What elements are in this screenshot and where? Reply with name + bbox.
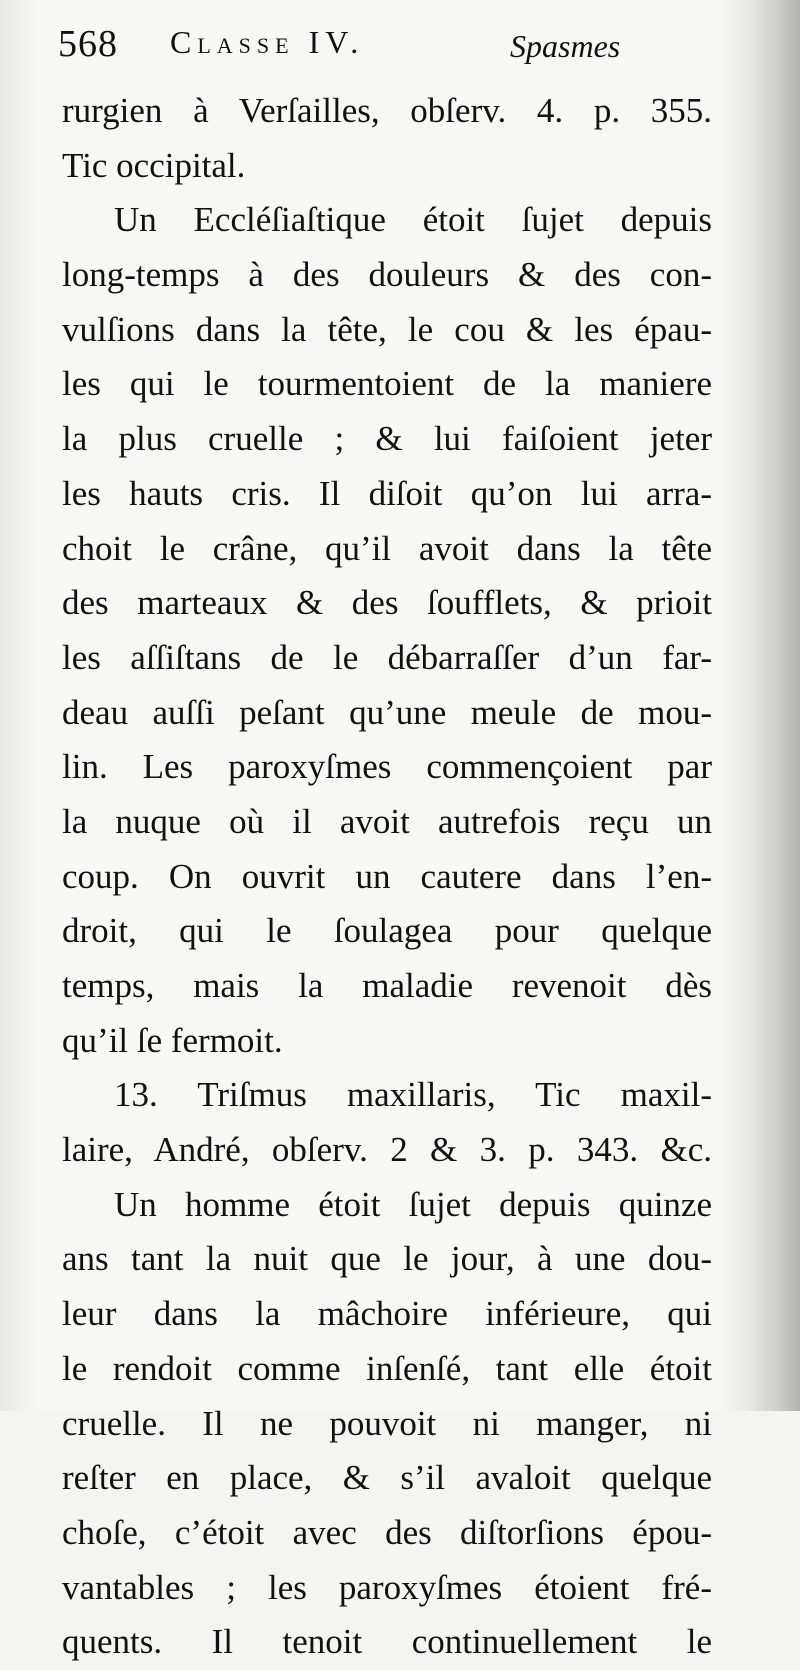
text-line: ans tant la nuit que le jour, à une dou- (62, 1239, 712, 1279)
text-line: temps, mais la maladie revenoit dès (62, 966, 712, 1005)
text-line: le rendoit comme inſenſé, tant elle étoit (62, 1348, 712, 1388)
text-line: coup. On ouvrit un cautere dans l’en- (62, 856, 712, 896)
text-line: Tic occipital. (62, 145, 246, 185)
binding-shadow (745, 0, 800, 1411)
text-line: la nuque où il avoit autrefois reçu un (62, 801, 712, 841)
running-title: Classe IV. (170, 24, 365, 60)
text-line: lin. Les paroxyſmes commençoient par (62, 747, 712, 787)
text-line: leur dans la mâchoire inférieure, qui (62, 1294, 712, 1334)
text-line: qu’il ſe fermoit. (62, 1020, 283, 1060)
text-line: rurgien à Verſailles, obſerv. 4. p. 355. (62, 91, 712, 130)
text-line: la plus cruelle ; & lui faiſoient jeter (62, 419, 712, 459)
text-line: vulſions dans la tête, le cou & les épau- (62, 309, 712, 349)
text-line: choſe, c’étoit avec des diſtorſions épou- (62, 1512, 712, 1552)
text-line: long-temps à des douleurs & des con- (62, 255, 712, 295)
text-line: reſter en place, & s’il avaloit quelque (62, 1458, 712, 1498)
text-line: deau auſſi peſant qu’une meule de mou- (62, 692, 712, 732)
body-text (62, 84, 712, 1670)
text-line: quents. Il tenoit continuellement le (62, 1622, 712, 1662)
text-line: laire, André, obſerv. 2 & 3. p. 343. &c. (62, 1130, 712, 1170)
text-line: vantables ; les paroxyſmes étoient fré- (62, 1567, 712, 1607)
text-line: droit, qui le ſoulagea pour quelque (62, 911, 712, 951)
text-line: cruelle. Il ne pouvoit ni manger, ni (62, 1403, 712, 1443)
text-line: les aſſiſtans de le débarraſſer d’un far- (62, 637, 712, 677)
text-line: des marteaux & des ſoufflets, & prioit (62, 583, 712, 623)
running-subtitle: Spasmes (510, 28, 621, 64)
text-line: choit le crâne, qu’il avoit dans la tête (62, 528, 712, 568)
text-line: les hauts cris. Il diſoit qu’on lui arra- (62, 473, 712, 513)
page-header (58, 22, 718, 82)
text-line: Un Eccléſiaſtique étoit ſujet depuis (114, 200, 712, 240)
page-number: 568 (58, 23, 118, 65)
text-line: Un homme étoit ſujet depuis quinze (114, 1184, 712, 1224)
text-line: 13. Triſmus maxillaris, Tic maxil- (114, 1075, 712, 1115)
text-line: les qui le tourmentoient de la maniere (62, 364, 712, 404)
